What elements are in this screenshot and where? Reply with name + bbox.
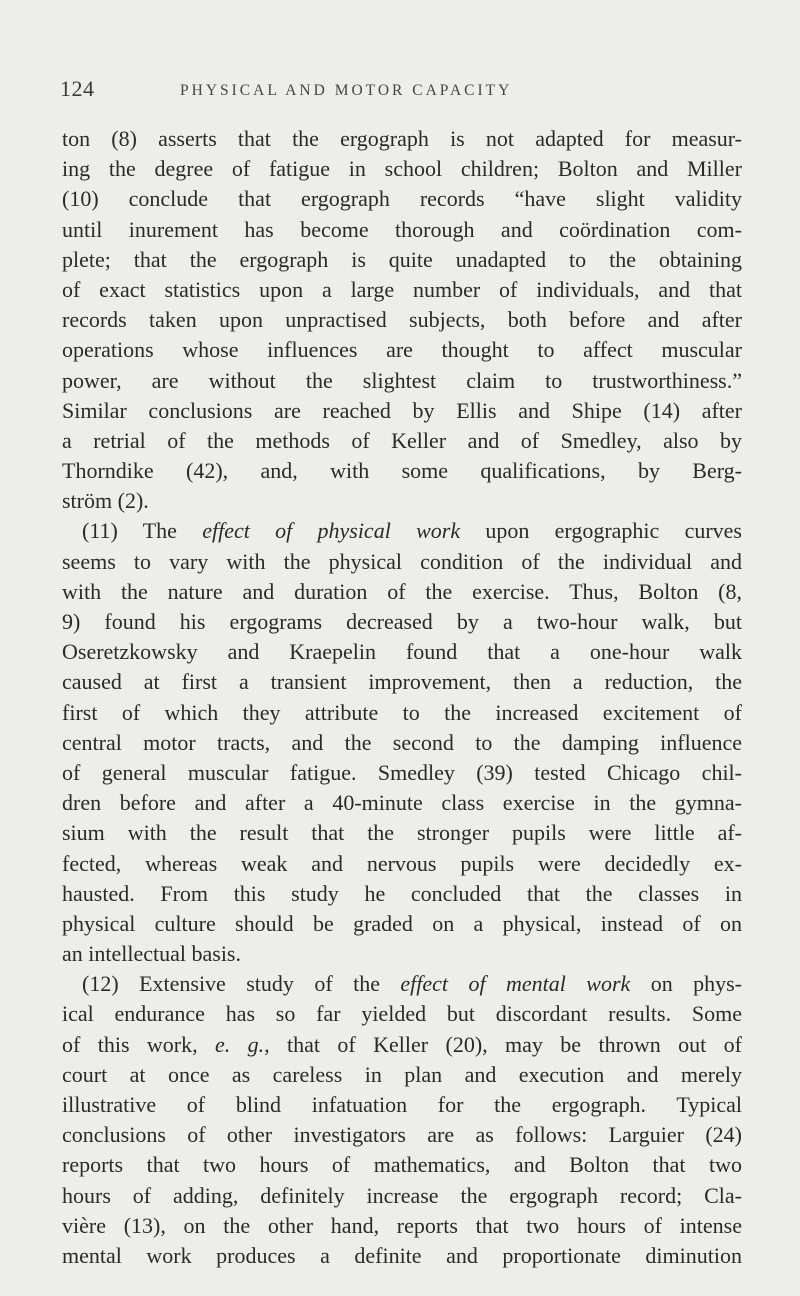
- text-line: hausted. From this study he concluded that the classes in: [62, 880, 742, 906]
- text-line: Similar conclusions are reached by Ellis and Shipe (14) after: [62, 397, 742, 423]
- text-line: physical culture should be graded on a physical, instead of on: [62, 910, 742, 936]
- text-segment: on phys-: [630, 971, 743, 997]
- text-line: of general muscular fatigue. Smedley (39) tested Chicago chil-: [62, 759, 742, 785]
- text-segment: , that of Keller (20), may be thrown out of: [264, 1031, 743, 1057]
- text-line: hours of adding, definitely increase the ergograph record; Cla-: [62, 1182, 742, 1208]
- text-segment: (11) The: [82, 518, 203, 544]
- text-line: operations whose influences are thought to affect muscular: [62, 337, 742, 363]
- italic-phrase: e. g.: [215, 1031, 265, 1057]
- text-line: central motor tracts, and the second to the damping influence: [62, 729, 742, 755]
- text-line: Thorndike (42), and, with some qualifications, by Berg-: [62, 458, 742, 484]
- text-line: with the nature and duration of the exercise. Thus, Bolton (8,: [62, 578, 742, 604]
- text-line: fected, whereas weak and nervous pupils were decidedly ex-: [62, 850, 742, 876]
- text-line: [62, 1030, 742, 1060]
- text-segment: of this work,: [62, 1031, 215, 1057]
- text-line: plete; that the ergograph is quite unadapted to the obtaining: [62, 246, 742, 272]
- text-line: an intellectual basis.: [62, 941, 241, 967]
- text-line: Oseretzkowsky and Kraepelin found that a one-hour walk: [62, 639, 742, 665]
- text-line: caused at first a transient improvement, then a reduction, the: [62, 669, 742, 695]
- text-line: 9) found his ergograms decreased by a two-hour walk, but: [62, 609, 742, 634]
- text-line-paragraph-11: [62, 516, 742, 546]
- text-line: (10) conclude that ergograph records “have slight validity: [62, 186, 742, 212]
- text-line: court at once as careless in plan and execution and merely: [62, 1061, 742, 1087]
- text-line: records taken upon unpractised subjects, both before and after: [62, 307, 742, 333]
- text-line: mental work produces a definite and proportionate diminution: [62, 1242, 742, 1268]
- text-line: ical endurance has so far yielded but discordant results. Some: [62, 1001, 742, 1027]
- page-header: [60, 76, 740, 106]
- text-line: sium with the result that the stronger pupils were little af-: [62, 820, 742, 846]
- text-segment: upon ergographic curves: [460, 518, 742, 544]
- text-line: power, are without the slightest claim to trustworthiness.”: [62, 367, 742, 393]
- text-line: conclusions of other investigators are as follows: Larguier (24): [62, 1122, 742, 1148]
- running-head: PHYSICAL AND MOTOR CAPACITY: [180, 82, 513, 99]
- text-line: until inurement has become thorough and coördination com-: [62, 216, 742, 242]
- text-line: vière (13), on the other hand, reports that two hours of intense: [62, 1212, 742, 1238]
- text-line-paragraph-12: [62, 969, 742, 999]
- text-segment: (12) Extensive study of the: [82, 971, 401, 997]
- text-line: dren before and after a 40-minute class exercise in the gymna-: [62, 790, 742, 816]
- text-line: of exact statistics upon a large number of individuals, and that: [62, 276, 742, 302]
- italic-phrase: effect of physical work: [202, 518, 461, 544]
- italic-phrase: effect of mental work: [400, 971, 631, 997]
- text-line: ton (8) asserts that the ergograph is not adapted for measur-: [62, 126, 742, 151]
- text-line: illustrative of blind infatuation for the ergograph. Typical: [62, 1092, 742, 1117]
- text-line: first of which they attribute to the increased excitement of: [62, 699, 742, 725]
- text-line: ström (2).: [62, 488, 149, 514]
- text-line: seems to vary with the physical condition of the individual and: [62, 548, 742, 574]
- text-line: ing the degree of fatigue in school children; Bolton and Miller: [62, 156, 742, 182]
- page-number: 124: [60, 76, 95, 101]
- text-line: reports that two hours of mathematics, and Bolton that two: [62, 1152, 742, 1178]
- body-text: [62, 124, 742, 1271]
- text-line: a retrial of the methods of Keller and of Smedley, also by: [62, 427, 742, 453]
